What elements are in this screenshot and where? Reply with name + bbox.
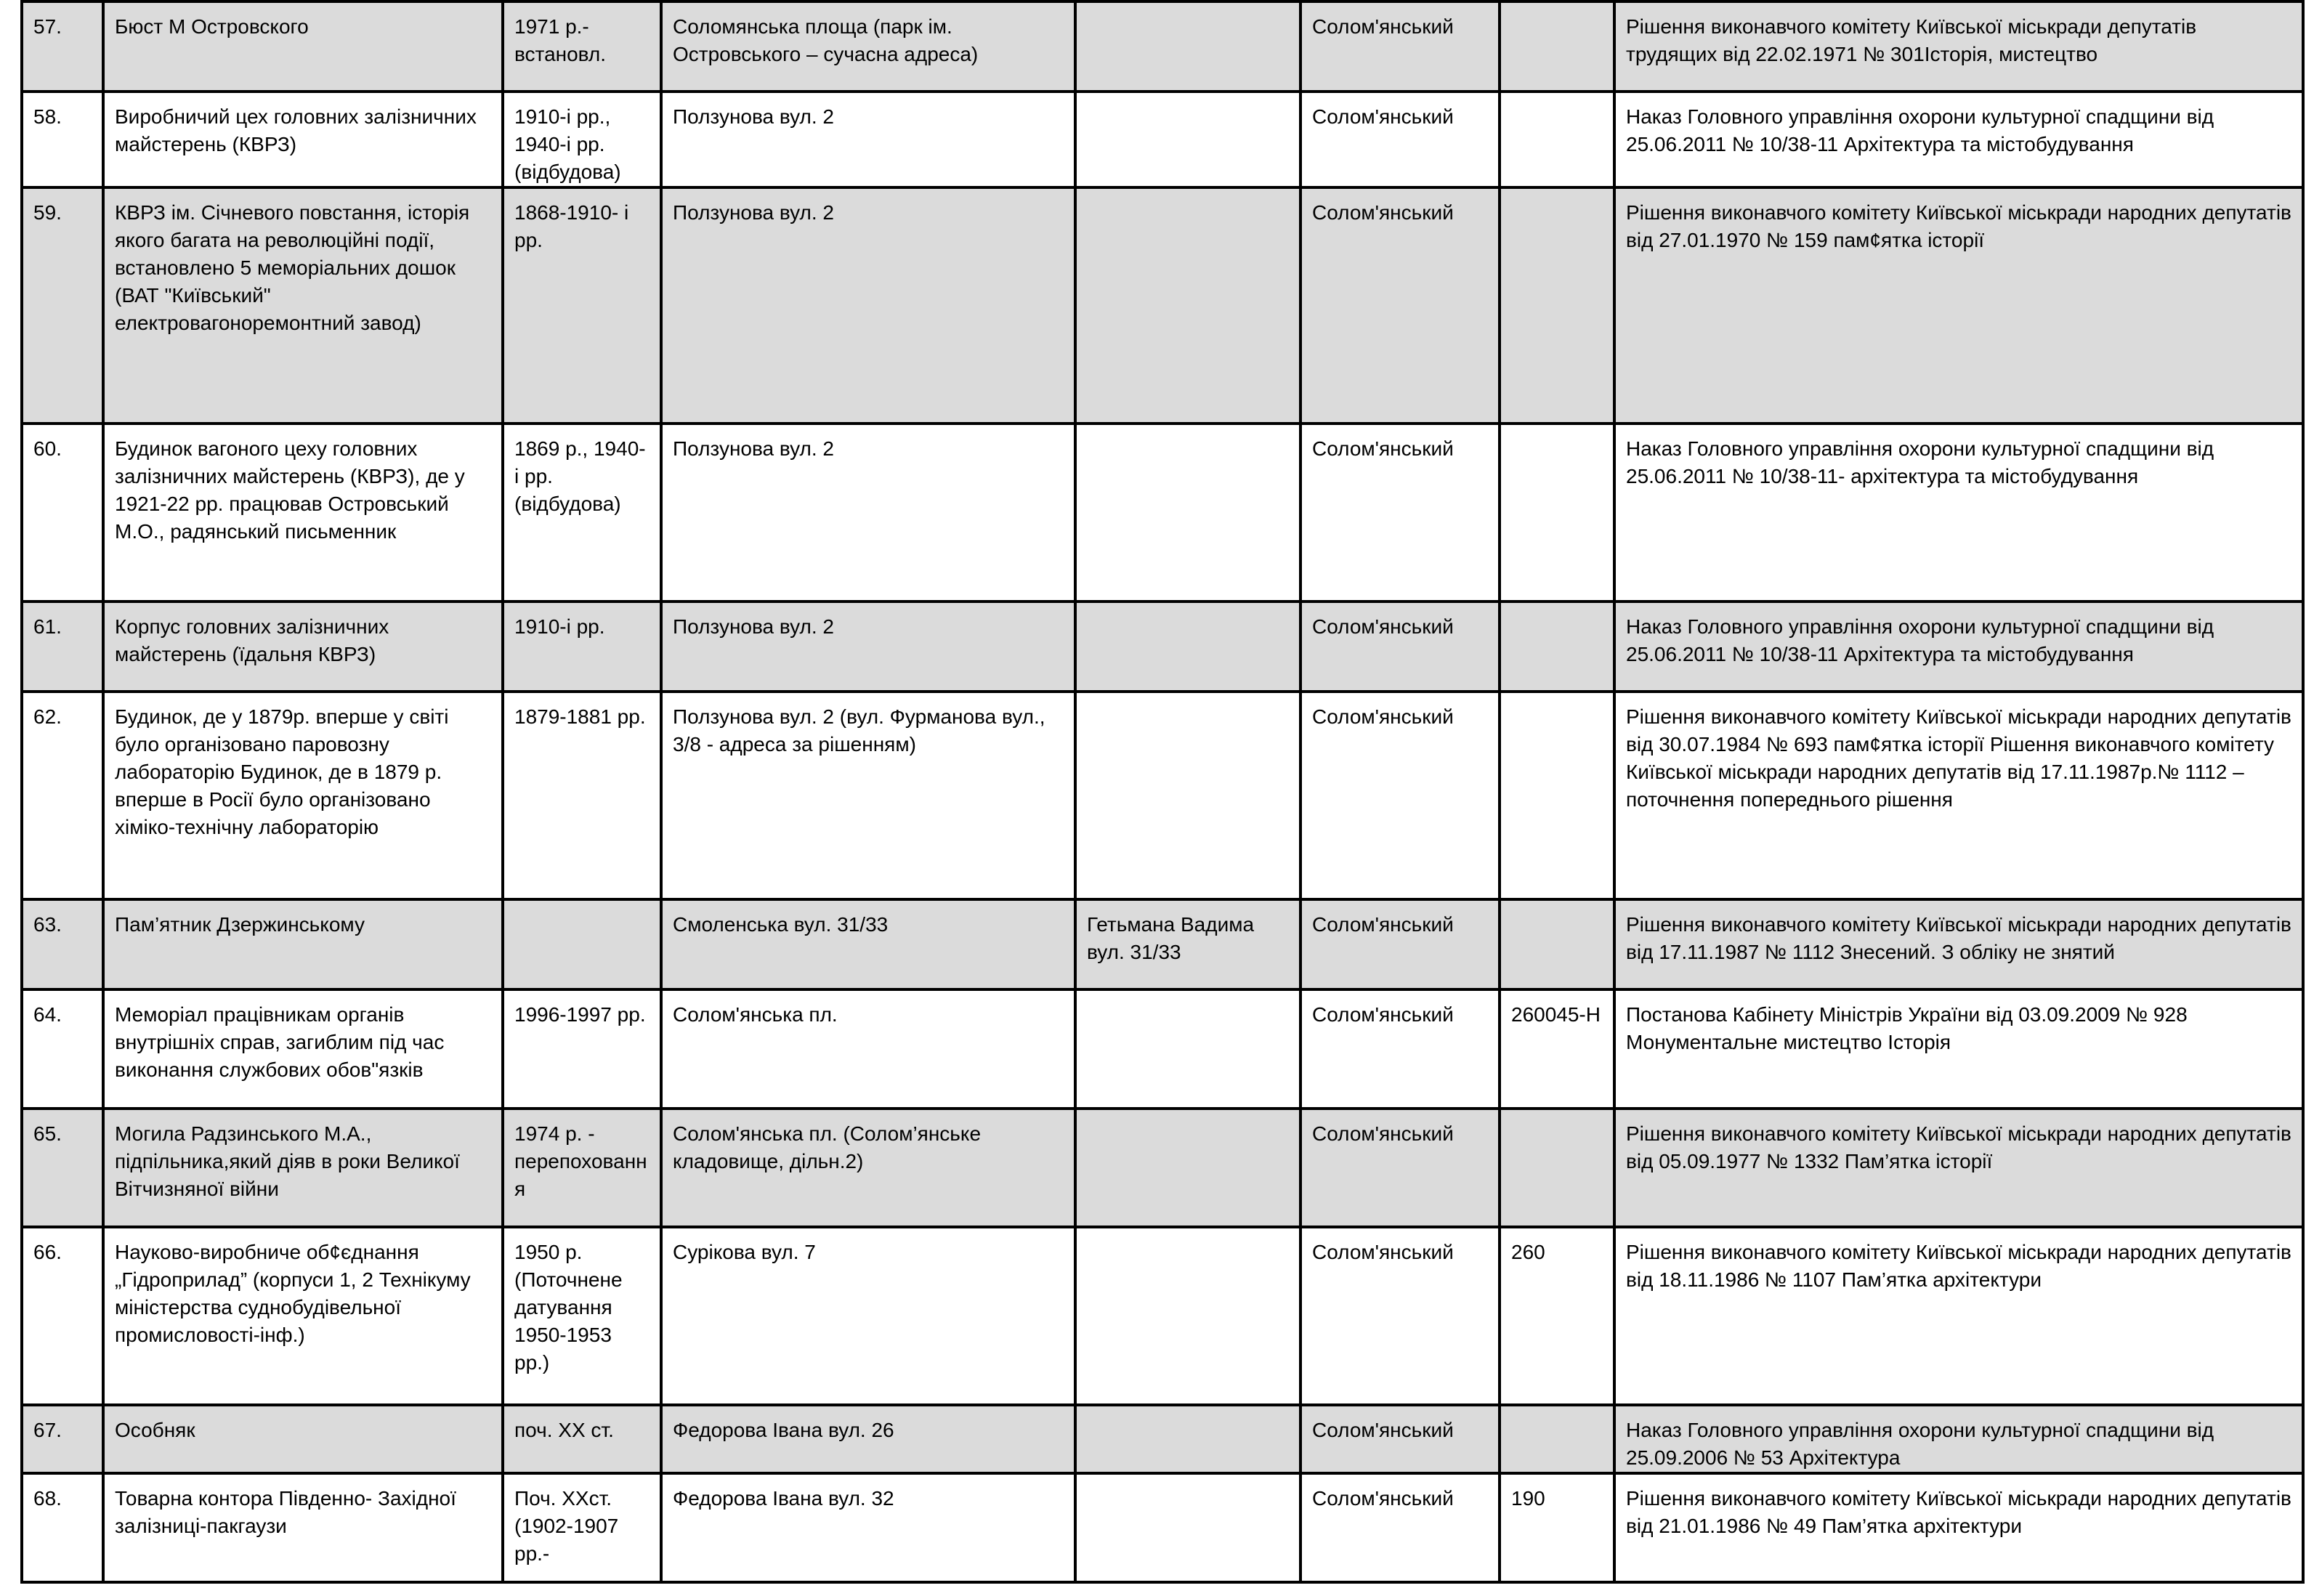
object-code: [1500, 601, 1614, 692]
object-decision: Рішення виконавчого комітету Київської міськради депутатів трудящих від 22.02.1971 № 301Історія, мистецтво: [1614, 1, 2303, 92]
object-code: [1500, 424, 1614, 601]
object-name: Пам’ятник Дзержинському: [103, 899, 503, 989]
object-name: Могила Радзинського М.А., підпільника,який діяв в роки Великої Вітчизняної війни: [103, 1109, 503, 1227]
object-date: 1869 р., 1940-і рр. (відбудова): [503, 424, 661, 601]
object-code: [1500, 1, 1614, 92]
object-code: 260045-Н: [1500, 989, 1614, 1109]
object-district: Солом'янський: [1300, 1473, 1500, 1582]
object-address: Федорова Івана вул. 32: [661, 1473, 1075, 1582]
object-date: поч. ХХ ст.: [503, 1405, 661, 1473]
object-date: 1950 р. (Поточнене датування 1950-1953 рр.): [503, 1227, 661, 1405]
object-address-current: [1075, 92, 1300, 187]
object-address: Ползунова вул. 2: [661, 92, 1075, 187]
object-district: Солом'янський: [1300, 692, 1500, 899]
object-code: [1500, 1109, 1614, 1227]
object-name: КВРЗ ім. Січневого повстання, історія якого багата на революційні події, встановлено 5 меморіальних дошок (ВАТ "Київський" електровагоноремонтний завод): [103, 187, 503, 424]
row-number: 58.: [22, 92, 103, 187]
row-number: 66.: [22, 1227, 103, 1405]
object-district: Солом'янський: [1300, 92, 1500, 187]
object-decision: Наказ Головного управління охорони культурної спадщини від 25.09.2006 № 53 Архітектура: [1614, 1405, 2303, 1473]
table-row: [22, 692, 2303, 899]
table-row: [22, 92, 2303, 187]
object-date: 1971 р.- встановл.: [503, 1, 661, 92]
object-address-current: [1075, 1473, 1300, 1582]
row-number: 63.: [22, 899, 103, 989]
object-code: [1500, 692, 1614, 899]
object-address-current: [1075, 187, 1300, 424]
table-row: [22, 424, 2303, 601]
object-address-current: [1075, 1227, 1300, 1405]
object-decision: Рішення виконавчого комітету Київської міськради народних депутатів від 27.01.1970 № 159 пам¢ятка історії: [1614, 187, 2303, 424]
object-decision: Постанова Кабінету Міністрів України від 03.09.2009 № 928 Монументальне мистецтво Історія: [1614, 989, 2303, 1109]
object-name: Будинок вагоного цеху головних залізничних майстерень (КВРЗ), де у 1921-22 рр. працював Островський М.О., радянський письменник: [103, 424, 503, 601]
object-name: Науково-виробниче об¢єднання „Гідроприлад” (корпуси 1, 2 Технікуму міністерства суднобудівельної промисловості-інф.): [103, 1227, 503, 1405]
row-number: 64.: [22, 989, 103, 1109]
object-address: Сурікова вул. 7: [661, 1227, 1075, 1405]
row-number: 65.: [22, 1109, 103, 1227]
object-address: Солом'янська пл. (Солом’янське кладовище, дільн.2): [661, 1109, 1075, 1227]
object-address: Ползунова вул. 2: [661, 601, 1075, 692]
object-address: Смоленська вул. 31/33: [661, 899, 1075, 989]
object-date: 1974 р. - перепохованн я: [503, 1109, 661, 1227]
object-code: [1500, 1405, 1614, 1473]
row-number: 57.: [22, 1, 103, 92]
object-decision: Рішення виконавчого комітету Київської міськради народних депутатів від 05.09.1977 № 1332 Пам’ятка історії: [1614, 1109, 2303, 1227]
object-district: Солом'янський: [1300, 989, 1500, 1109]
object-date: 1868-1910- і рр.: [503, 187, 661, 424]
object-address: Соломянська площа (парк ім. Островського – сучасна адреса): [661, 1, 1075, 92]
object-decision: Рішення виконавчого комітету Київської міськради народних депутатів від 21.01.1986 № 49 Пам’ятка архітектури: [1614, 1473, 2303, 1582]
object-district: Солом'янський: [1300, 187, 1500, 424]
object-code: [1500, 92, 1614, 187]
object-date: Поч. ХХст. (1902-1907 рр.-: [503, 1473, 661, 1582]
object-code: 190: [1500, 1473, 1614, 1582]
table-row: [22, 989, 2303, 1109]
table-row: [22, 1473, 2303, 1582]
row-number: 62.: [22, 692, 103, 899]
table-row: [22, 187, 2303, 424]
object-date: 1910-і рр., 1940-і рр. (відбудова): [503, 92, 661, 187]
object-name: Корпус головних залізничних майстерень (їдальня КВРЗ): [103, 601, 503, 692]
table-row: [22, 601, 2303, 692]
object-date: 1996-1997 рр.: [503, 989, 661, 1109]
table-row: [22, 1109, 2303, 1227]
object-address: Ползунова вул. 2: [661, 187, 1075, 424]
object-address-current: [1075, 1405, 1300, 1473]
object-address-current: [1075, 692, 1300, 899]
object-address-current: [1075, 601, 1300, 692]
object-address: Ползунова вул. 2: [661, 424, 1075, 601]
object-date: 1910-і рр.: [503, 601, 661, 692]
object-name: Будинок, де у 1879р. вперше у світі було організовано паровозну лабораторію Будинок, де в 1879 р. вперше в Росії було організовано хіміко-технічну лабораторію: [103, 692, 503, 899]
object-code: [1500, 899, 1614, 989]
object-decision: Наказ Головного управління охорони культурної спадщини від 25.06.2011 № 10/38-11 Архітектура та містобудування: [1614, 601, 2303, 692]
object-name: Товарна контора Південно- Західної залізниці-пакгаузи: [103, 1473, 503, 1582]
object-district: Солом'янський: [1300, 1109, 1500, 1227]
object-address: Солом'янська пл.: [661, 989, 1075, 1109]
object-address: Федорова Івана вул. 26: [661, 1405, 1075, 1473]
monuments-registry-table: [20, 0, 2305, 1584]
table-row: [22, 1405, 2303, 1473]
object-name: Меморіал працівникам органів внутрішніх справ, загиблим під час виконання службових обов"язків: [103, 989, 503, 1109]
object-code: [1500, 187, 1614, 424]
object-decision: Рішення виконавчого комітету Київської міськради народних депутатів від 17.11.1987 № 1112 Знесений. З обліку не знятий: [1614, 899, 2303, 989]
table-row: [22, 899, 2303, 989]
object-name: Виробничий цех головних залізничних майстерень (КВРЗ): [103, 92, 503, 187]
object-address-current: [1075, 1, 1300, 92]
object-decision: Рішення виконавчого комітету Київської міськради народних депутатів від 18.11.1986 № 1107 Пам’ятка архітектури: [1614, 1227, 2303, 1405]
object-address-current: [1075, 1109, 1300, 1227]
object-address: Ползунова вул. 2 (вул. Фурманова вул., 3/8 - адреса за рішенням): [661, 692, 1075, 899]
object-date: 1879-1881 рр.: [503, 692, 661, 899]
row-number: 68.: [22, 1473, 103, 1582]
table-row: [22, 1, 2303, 92]
object-district: Солом'янський: [1300, 1, 1500, 92]
object-name: Бюст М Островского: [103, 1, 503, 92]
object-address-current: [1075, 989, 1300, 1109]
object-date: [503, 899, 661, 989]
object-address-current: Гетьмана Вадима вул. 31/33: [1075, 899, 1300, 989]
object-district: Солом'янський: [1300, 1405, 1500, 1473]
object-district: Солом'янський: [1300, 601, 1500, 692]
object-address-current: [1075, 424, 1300, 601]
row-number: 67.: [22, 1405, 103, 1473]
object-name: Особняк: [103, 1405, 503, 1473]
row-number: 59.: [22, 187, 103, 424]
object-district: Солом'янський: [1300, 1227, 1500, 1405]
object-decision: Наказ Головного управління охорони культурної спадщини від 25.06.2011 № 10/38-11- архітектура та містобудування: [1614, 424, 2303, 601]
object-decision: Наказ Головного управління охорони культурної спадщини від 25.06.2011 № 10/38-11 Архітектура та містобудування: [1614, 92, 2303, 187]
object-code: 260: [1500, 1227, 1614, 1405]
row-number: 61.: [22, 601, 103, 692]
row-number: 60.: [22, 424, 103, 601]
table-row: [22, 1227, 2303, 1405]
object-district: Солом'янський: [1300, 899, 1500, 989]
object-district: Солом'янський: [1300, 424, 1500, 601]
object-decision: Рішення виконавчого комітету Київської міськради народних депутатів від 30.07.1984 № 693 пам¢ятка історії Рішення виконавчого комітету Київської міськради народних депутатів від 17.11.1987р.№ 1112 – поточнення попереднього рішення: [1614, 692, 2303, 899]
